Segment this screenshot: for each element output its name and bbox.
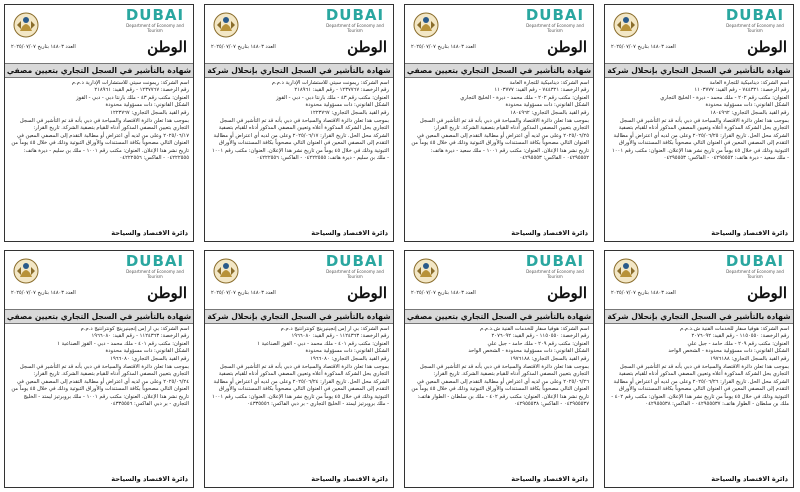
issue-line: العدد ١٤٨٠٣ بتاريخ ٢٠٢٥/٠٧/٠٧ — [411, 290, 476, 296]
dubai-logo-department: Department of Economy and Tourism — [526, 269, 584, 279]
notice-paragraph: بموجب هذا تعلن دائرة الاقتصاد والسياحة في دبي بأنه قد تم التأشير في السجل التجاري بحل الشركة المذكورة أعلاه وتعيين المصفي المذكور أدناه للقيام بتصفية الشركة محل الحل. تاريخ القرار: ٢٠٢٥/٠٦/٢٥ وعلى من لديه أي اعتراض أو مطالبة التقدم إلى المصفي المعين في العنوان التالي مصحوباً بكافة المستندات والأوراق الثبوتية وذلك في خلال ٤٥ يوماً من تاريخ نشر هذا الإعلان. العنوان: مكتب رقم ١٠٠١ - ملك سعيد - ديرة هاتف: ٠٤٢٩٥٥٥٢ - الفاكس: ٠٤٢٩٥٥٥٣ — [611, 118, 789, 162]
notice-field: رقم القيد بالسجل التجاري: ١٨٠٤٩٦٢ — [510, 109, 589, 116]
issue-line: العدد ١٤٨٠٣ بتاريخ ٢٠٢٥/٠٧/٠٧ — [611, 44, 676, 50]
notice-title: شهادة بالتأشير في السجل التجاري بتعيين مصفي — [5, 63, 193, 78]
dubai-logo-text: DUBAI — [725, 252, 785, 270]
issue-line: العدد ١٤٨٠٣ بتاريخ ٢٠٢٥/٠٧/٠٧ — [211, 290, 276, 296]
notice-field: العنوان: مكتب رقم ٤٠١ - ملك محمد - دبي - القوز الصناعية ١ — [57, 340, 189, 347]
dubai-logo-text: DUBAI — [125, 252, 185, 270]
notice-header — [205, 251, 393, 309]
notice-header — [405, 5, 593, 63]
notice-field: رقم الرخصة: ٧٤٤٣٢١ - رقم القيد: ١١٠٣٧٧٧ — [694, 87, 789, 94]
notice-field: اسم الشركة: ديناميكية للتجارة العامة — [509, 80, 589, 86]
notice-field: رقم الرخصة: ١٢٣٧٧٦٧ - رقم القيد: ٢١٨٩٦١ — [94, 87, 189, 94]
dubai-logo — [723, 254, 787, 279]
dubai-logo-department: Department of Economy and Tourism — [126, 23, 184, 33]
notice-body — [205, 324, 393, 408]
notice-field: اسم الشركة: هوفيا سفار للخدمات الفنية ش.ذ.م.م — [480, 326, 589, 332]
notice-body — [605, 78, 793, 162]
notice-field: العنوان: مكتب رقم ٢٠٩ - ملك حامد - جبل علي — [687, 340, 789, 347]
notice-body — [605, 324, 793, 408]
notice-field: رقم القيد بالسجل التجاري: ١٩٧٦١٨٨ — [510, 355, 589, 362]
newspaper-masthead: الوطن — [747, 284, 787, 302]
dubai-logo — [323, 8, 387, 33]
notice-footer: دائرة الاقتصاد والسياحة — [111, 475, 188, 483]
notice-card — [204, 250, 394, 488]
notice-field: الشكل القانوني: ذات مسؤولية محدودة — [105, 102, 189, 109]
dubai-logo-text: DUBAI — [125, 6, 185, 24]
notice-field: العنوان: مكتب رقم ٢٠٢ - ملك محمد - ديرة - الخليج التجاري — [660, 94, 789, 101]
dubai-logo-text: DUBAI — [725, 6, 785, 24]
notice-card — [604, 4, 794, 242]
notice-card — [404, 4, 594, 242]
notice-footer: دائرة الاقتصاد والسياحة — [511, 229, 588, 237]
notice-field: الشكل القانوني: ذات مسؤولية محدودة — [305, 348, 389, 355]
dubai-logo-department: Department of Economy and Tourism — [326, 23, 384, 33]
notice-title: شهادة بالتأشير في السجل التجاري بإنحلال شركة — [205, 309, 393, 324]
newspaper-masthead: الوطن — [547, 38, 587, 56]
newspaper-masthead: الوطن — [547, 284, 587, 302]
dubai-logo-department: Department of Economy and Tourism — [126, 269, 184, 279]
dubai-emblem-icon — [211, 255, 241, 285]
notice-header — [605, 251, 793, 309]
notice-field: اسم الشركة: هوفيا سفار للخدمات الفنية ش.ذ.م.م — [680, 326, 789, 332]
notice-field: اسم الشركة: بي آر إس إنجينيرينج كونترانتيج ذ.م.م — [280, 326, 389, 332]
notice-field: العنوان: مكتب رقم ٤٣ - ملك بارنتا دبي - دبي - القوز — [76, 94, 189, 101]
notice-field: اسم الشركة: ريمونت سيتي للاستشارات الإدارية ذ.م.م — [71, 80, 189, 86]
notice-body — [5, 324, 193, 408]
issue-line: العدد ١٤٨٠٣ بتاريخ ٢٠٢٥/٠٧/٠٧ — [211, 44, 276, 50]
notice-field: الشكل القانوني: ذات مسؤولية محدودة — [705, 102, 789, 109]
dubai-logo — [123, 8, 187, 33]
notice-title: شهادة بالتأشير في السجل التجاري بتعيين مصفي — [5, 309, 193, 324]
notice-title: شهادة بالتأشير في السجل التجاري بإنحلال شركة — [205, 63, 393, 78]
notice-field: اسم الشركة: ريمونت سيتي للاستشارات الإدارية ذ.م.م — [271, 80, 389, 86]
dubai-logo — [723, 8, 787, 33]
notice-title: شهادة بالتأشير في السجل التجاري بتعيين مصفي — [405, 63, 593, 78]
notice-header — [405, 251, 593, 309]
notice-card — [604, 250, 794, 488]
notice-footer: دائرة الاقتصاد والسياحة — [111, 229, 188, 237]
notice-header — [605, 5, 793, 63]
dubai-logo-text: DUBAI — [525, 252, 585, 270]
notice-field: رقم القيد بالسجل التجاري: ١٨٠٤٩٦٢ — [710, 109, 789, 116]
notice-field: الشكل القانوني: ذات مسؤولية محدودة — [305, 102, 389, 109]
newspaper-masthead: الوطن — [347, 284, 387, 302]
notice-field: رقم القيد بالسجل التجاري: ١٩٦٦٠٨٠ — [110, 355, 189, 362]
notice-body — [5, 78, 193, 162]
notice-paragraph: بموجب هذا تعلن دائرة الاقتصاد والسياحة في دبي بأنه قد تم التأشير في السجل التجاري بحل الشركة المذكورة أعلاه وتعيين المصفي المذكور أدناه للقيام بتصفية الشركة محل الحل. تاريخ القرار: ٢٠٢٥/٠٦/٢٤ وعلى من لديه أي اعتراض أو مطالبة التقدم إلى المصفي المعين في العنوان التالي مصحوباً بكافة المستندات والأوراق الثبوتية وذلك في خلال ٤٥ يوماً من تاريخ نشر هذا الإعلان. العنوان: مكتب رقم ١٠٠١ - ملك بروبرتيز ليمتد - الخليج التجاري - بر دبي الفاكس: ٠٤٣٣٥٥٥٦ — [211, 364, 389, 408]
dubai-emblem-icon — [611, 9, 641, 39]
notice-card — [204, 4, 394, 242]
notice-header — [205, 5, 393, 63]
notice-footer: دائرة الاقتصاد والسياحة — [311, 229, 388, 237]
dubai-logo-department: Department of Economy and Tourism — [326, 269, 384, 279]
notice-field: رقم القيد بالسجل التجاري: ١٩٧٦١٨٨ — [710, 355, 789, 362]
notice-footer: دائرة الاقتصاد والسياحة — [511, 475, 588, 483]
dubai-logo-text: DUBAI — [325, 6, 385, 24]
dubai-emblem-icon — [11, 9, 41, 39]
notice-field: رقم القيد بالسجل التجاري: ١٩٦٦٠٨٠ — [310, 355, 389, 362]
notice-card — [4, 4, 194, 242]
issue-line: العدد ١٤٨٠٣ بتاريخ ٢٠٢٥/٠٧/٠٧ — [11, 290, 76, 296]
notice-footer: دائرة الاقتصاد والسياحة — [311, 475, 388, 483]
dubai-emblem-icon — [411, 255, 441, 285]
notice-field: الشكل القانوني: ذات مسؤولية محدودة - الشخص الواحد — [668, 348, 789, 355]
issue-line: العدد ١٤٨٠٣ بتاريخ ٢٠٢٥/٠٧/٠٧ — [611, 290, 676, 296]
notice-field: رقم القيد بالسجل التجاري: ١٢٢٣٧٦٧ — [310, 109, 389, 116]
newspaper-masthead: الوطن — [747, 38, 787, 56]
notice-field: الشكل القانوني: ذات مسؤولية محدودة — [105, 348, 189, 355]
dubai-emblem-icon — [411, 9, 441, 39]
notice-footer: دائرة الاقتصاد والسياحة — [711, 229, 788, 237]
notice-paragraph: بموجب هذا تعلن دائرة الاقتصاد والسياحة في دبي بأنه قد تم التأشير في السجل التجاري بتعيين المصفي المذكور أدناه للقيام بتصفية الشركة. تاريخ القرار: ٢٠٢٥/٠٦/٢٥ وعلى من لديه أي اعتراض أو مطالبة التقدم إلى المصفي المعين في العنوان التالي مصحوباً بكافة المستندات والأوراق الثبوتية وذلك في خلال ٤٥ يوماً من تاريخ نشر هذا الإعلان. العنوان: مكتب رقم ١٠٠١ - ملك سعيد - ديرة هاتف: ٠٤٢٩٥٥٥٢ - الفاكس: ٠٤٢٩٥٥٥٣ — [411, 118, 589, 162]
notice-field: العنوان: مكتب رقم ٤٠١ - ملك محمد - دبي - القوز الصناعية ١ — [257, 340, 389, 347]
notice-field: رقم الرخصة: ١١٥٠٥٥٠ - رقم القيد: ٢٠٧٦٠٩٢ — [691, 333, 789, 340]
notice-header — [5, 5, 193, 63]
newspaper-masthead: الوطن — [147, 284, 187, 302]
newspaper-masthead: الوطن — [147, 38, 187, 56]
issue-line: العدد ١٤٨٠٣ بتاريخ ٢٠٢٥/٠٧/٠٧ — [11, 44, 76, 50]
notice-field: رقم القيد بالسجل التجاري: ١٢٢٣٧٦٧ — [110, 109, 189, 116]
notice-field: رقم الرخصة: ٧٤٤٣٢١ - رقم القيد: ١١٠٣٧٧٧ — [494, 87, 589, 94]
notice-field: العنوان: مكتب رقم ٤٣ - ملك بارنتا دبي - دبي - القوز — [276, 94, 389, 101]
dubai-logo-department: Department of Economy and Tourism — [726, 269, 784, 279]
notice-paragraph: بموجب هذا تعلن دائرة الاقتصاد والسياحة في دبي بأنه قد تم التأشير في السجل التجاري بتعيين المصفي المذكور أدناه للقيام بتصفية الشركة. تاريخ القرار: ٢٠٢٥/٠٦/٢٤ وعلى من لديه أي اعتراض أو مطالبة التقدم إلى المصفي المعين في العنوان التالي مصحوباً بكافة المستندات والأوراق الثبوتية وذلك في خلال ٤٥ يوماً من تاريخ نشر هذا الإعلان. العنوان: مكتب رقم ١٠٠١ - ملك بروبرتيز ليمتد - الخليج التجاري - بر دبي الفاكس: ٠٤٣٣٥٥٥٦ — [11, 364, 189, 408]
notice-body — [205, 78, 393, 162]
dubai-logo — [123, 254, 187, 279]
issue-line: العدد ١٤٨٠٣ بتاريخ ٢٠٢٥/٠٧/٠٧ — [411, 44, 476, 50]
notice-title: شهادة بالتأشير في السجل التجاري بتعيين مصفي — [405, 309, 593, 324]
notice-field: الشكل القانوني: ذات مسؤولية محدودة - الشخص الواحد — [468, 348, 589, 355]
dubai-logo-department: Department of Economy and Tourism — [726, 23, 784, 33]
notice-field: رقم الرخصة: ١١٥٠٥٥٠ - رقم القيد: ٢٠٧٦٠٩٢ — [491, 333, 589, 340]
notice-body — [405, 324, 593, 408]
notice-title: شهادة بالتأشير في السجل التجاري بإنحلال شركة — [605, 63, 793, 78]
notice-card — [4, 250, 194, 488]
notice-field: رقم الرخصة: ١٢٣٧٧٦٧ - رقم القيد: ٢١٨٩٦١ — [294, 87, 389, 94]
dubai-emblem-icon — [611, 255, 641, 285]
notice-footer: دائرة الاقتصاد والسياحة — [711, 475, 788, 483]
notice-field: الشكل القانوني: ذات مسؤولية محدودة — [505, 102, 589, 109]
dubai-emblem-icon — [211, 9, 241, 39]
notice-title: شهادة بالتأشير في السجل التجاري بإنحلال شركة — [605, 309, 793, 324]
dubai-logo-text: DUBAI — [525, 6, 585, 24]
notice-paragraph: بموجب هذا تعلن دائرة الاقتصاد والسياحة في دبي بأنه قد تم التأشير في السجل التجاري بحل الشركة المذكورة أعلاه وتعيين المصفي المذكور أدناه للقيام بتصفية الشركة محل الحل. تاريخ القرار: ٢٠٢٥/٠٦/٢٦ وعلى من لديه أي اعتراض أو مطالبة التقدم إلى المصفي المعين في العنوان التالي مصحوباً بكافة المستندات والأوراق الثبوتية وذلك في خلال ٤٥ يوماً من تاريخ نشر هذا الإعلان. العنوان: مكتب رقم ٤٠٢ - ملك بن سلطان - الطوار هاتف: ٠٤٢٩٥٥٥٣٧ - الفاكس: ٠٤٢٩٥٥٥٣٨ — [611, 364, 789, 408]
notice-paragraph: بموجب هذا تعلن دائرة الاقتصاد والسياحة في دبي بأنه قد تم التأشير في السجل التجاري بحل الشركة المذكورة أعلاه وتعيين المصفي المذكور أدناه للقيام بتصفية الشركة محل الحل. تاريخ القرار: ٢٠٢٥/٠٦/١٧ وعلى من لديه أي اعتراض أو مطالبة التقدم إلى المصفي المعين في العنوان التالي مصحوباً بكافة المستندات والأوراق الثبوتية وذلك في خلال ٤٥ يوماً من تاريخ نشر هذا الإعلان. العنوان: مكتب رقم ١٠٠١ - ملك بن سليم - ديرة هاتف: ٠٤٢٢٢٥٥٥ - الفاكس: ٠٤٢٢٢٥٥٦ — [211, 118, 389, 162]
notice-field: رقم الرخصة: ١١٢٤٣٦٣ - رقم القيد: ١٩٦٦٠٨٠ — [291, 333, 389, 340]
notice-field: العنوان: مكتب رقم ٢٠٢ - ملك محمد - ديرة - الخليج التجاري — [460, 94, 589, 101]
dubai-logo — [523, 254, 587, 279]
dubai-logo-department: Department of Economy and Tourism — [526, 23, 584, 33]
notice-field: العنوان: مكتب رقم ٢٠٩ - ملك حامد - جبل علي — [487, 340, 589, 347]
notice-card — [404, 250, 594, 488]
notice-header — [5, 251, 193, 309]
notice-paragraph: بموجب هذا تعلن دائرة الاقتصاد والسياحة في دبي بأنه قد تم التأشير في السجل التجاري بتعيين المصفي المذكور أدناه للقيام بتصفية الشركة. تاريخ القرار: ٢٠٢٥/٠٦/١٧ وعلى من لديه أي اعتراض أو مطالبة التقدم إلى المصفي المعين في العنوان التالي مصحوباً بكافة المستندات والأوراق الثبوتية وذلك في خلال ٤٥ يوماً من تاريخ نشر هذا الإعلان. العنوان: مكتب رقم ١٠٠١ - ملك بن سليم - ديرة هاتف: ٠٤٢٢٢٥٥٥ - الفاكس: ٠٤٢٢٢٥٥٦ — [11, 118, 189, 162]
notice-field: رقم الرخصة: ١١٢٤٣٦٣ - رقم القيد: ١٩٦٦٠٨٠ — [91, 333, 189, 340]
dubai-logo — [523, 8, 587, 33]
notice-field: اسم الشركة: بي آر إس إنجينيرينج كونترانتيج ذ.م.م — [80, 326, 189, 332]
dubai-emblem-icon — [11, 255, 41, 285]
notice-paragraph: بموجب هذا تعلن دائرة الاقتصاد والسياحة في دبي بأنه قد تم التأشير في السجل التجاري بتعيين المصفي المذكور أدناه للقيام بتصفية الشركة. تاريخ القرار: ٢٠٢٥/٠٦/٢٦ وعلى من لديه أي اعتراض أو مطالبة التقدم إلى المصفي المعين في العنوان التالي مصحوباً بكافة المستندات والأوراق الثبوتية وذلك في خلال ٤٥ يوماً من تاريخ نشر هذا الإعلان. العنوان: مكتب رقم ٤٠٢ - ملك بن سلطان - الطوار هاتف: ٠٤٢٩٥٥٥٣٧ - الفاكس: ٠٤٢٩٥٥٥٣٨ — [411, 364, 589, 408]
dubai-logo-text: DUBAI — [325, 252, 385, 270]
notice-body — [405, 78, 593, 162]
newspaper-masthead: الوطن — [347, 38, 387, 56]
dubai-logo — [323, 254, 387, 279]
notice-field: اسم الشركة: ديناميكية للتجارة العامة — [709, 80, 789, 86]
